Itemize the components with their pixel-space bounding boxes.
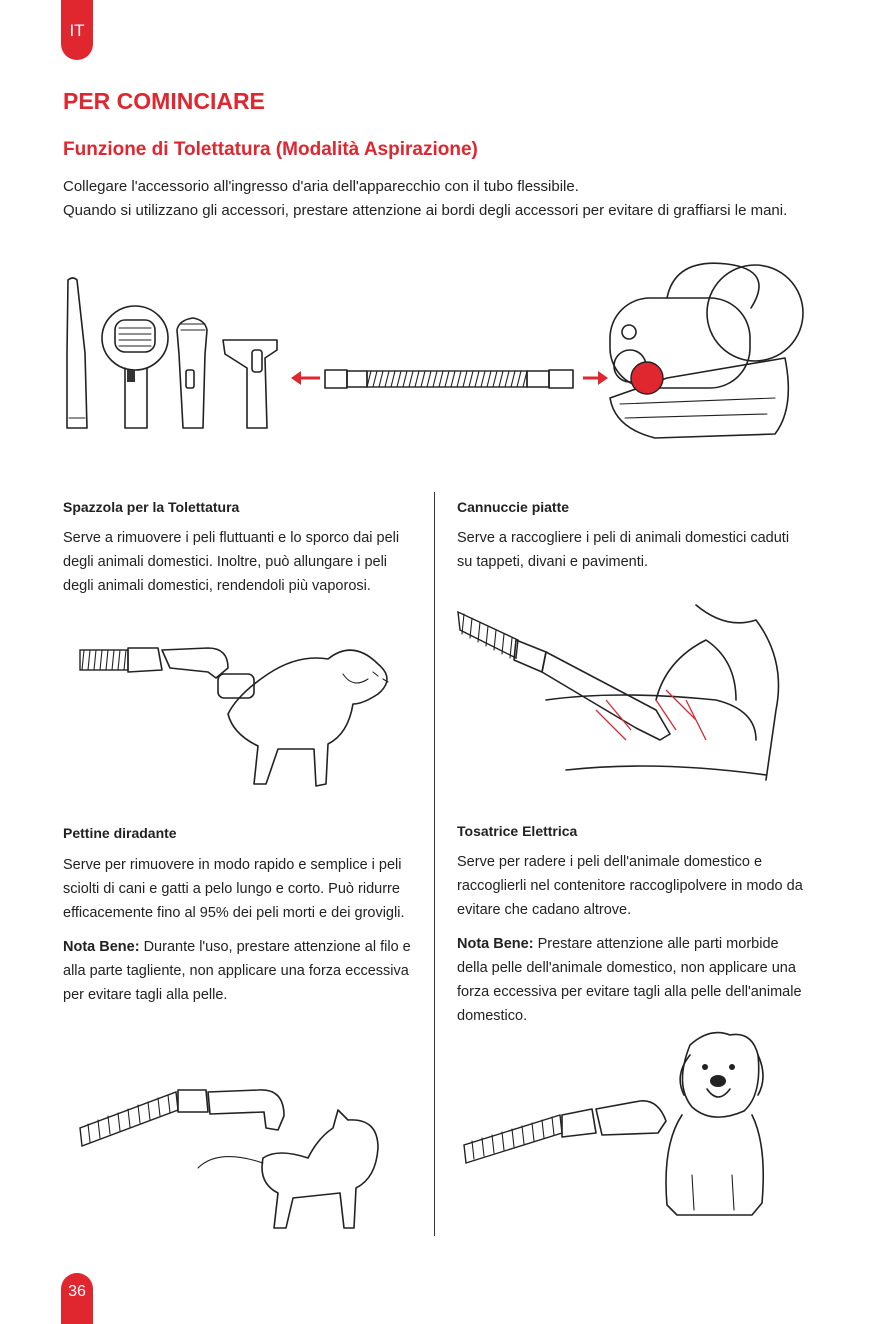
clipper-note — [457, 932, 807, 1028]
page-number: 36 — [61, 1273, 93, 1324]
crevice-tool-icon — [67, 278, 87, 428]
clipper-description: Serve per radere i peli dell'animale domestico e raccoglierli nel contenitore raccoglipolvere in modo da evitare che cadano altrove. — [457, 854, 803, 918]
intro-line-2: Quando si utilizzano gli accessori, prestare attenzione ai bordi degli accessori per evitare di graffiarsi le mani. — [63, 202, 788, 219]
comb-note — [63, 935, 413, 1007]
clipper-note-text: Prestare attenzione alle parti morbide della pelle dell'animale domestico, non applicare una forza eccessiva per evitare tagli alla pelle dell'animale domestico. — [457, 936, 802, 1024]
page-title: PER COMINCIARE — [63, 88, 265, 114]
grooming-brush-icon — [102, 306, 168, 428]
nozzle-description: Serve a raccogliere i peli di animali domestici caduti su tappeti, divani e pavimenti. — [457, 530, 790, 570]
brush-dog-illustration — [78, 634, 403, 794]
comb-note-label: Nota Bene: — [63, 939, 140, 955]
section-subtitle: Funzione di Tolettatura (Modalità Aspirazione) — [63, 139, 478, 160]
comb-description: Serve per rimuovere in modo rapido e semplice i peli sciolti di cani e gatti a pelo lungo e corto. Può ridurre efficacemente fino al 95% dei peli morti e dei grovigli. — [63, 857, 405, 921]
comb-cat-illustration — [78, 1088, 398, 1243]
electric-clipper-icon — [223, 340, 277, 428]
nozzle-section-text — [457, 526, 807, 584]
brush-section-text — [63, 526, 413, 608]
comb-section-title: Pettine diradante — [63, 825, 177, 841]
language-tab: IT — [61, 0, 93, 60]
comb-note-text: Durante l'uso, prestare attenzione al filo e alla parte tagliente, non applicare una forza eccessiva per evitare tagli alla pelle. — [63, 939, 411, 1003]
clipper-puppy-illustration — [462, 1025, 772, 1230]
brush-section-title: Spazzola per la Tolettatura — [63, 499, 240, 515]
clipper-section-title: Tosatrice Elettrica — [457, 823, 578, 839]
accessories-hose-device-illustration — [55, 258, 815, 448]
flexible-hose-icon — [325, 370, 573, 388]
column-divider — [434, 492, 435, 1236]
intro-text — [63, 175, 823, 223]
vacuum-device-icon — [610, 263, 803, 438]
arrow-right-icon — [583, 371, 608, 385]
clipper-note-label: Nota Bene: — [457, 936, 534, 952]
comb-section-text — [63, 853, 413, 1017]
nozzle-section-title: Cannuccie piatte — [457, 499, 570, 515]
intro-line-1: Collegare l'accessorio all'ingresso d'aria dell'apparecchio con il tubo flessibile. — [63, 178, 579, 195]
thinning-comb-icon — [177, 318, 207, 428]
nozzle-sofa-illustration — [456, 600, 796, 785]
brush-description: Serve a rimuovere i peli fluttuanti e lo sporco dai peli degli animali domestici. Inoltre, può allungare i peli degli animali domestici, rendendoli più vaporosi. — [63, 530, 400, 594]
clipper-section-text — [457, 850, 807, 1038]
arrow-left-icon — [291, 371, 320, 385]
